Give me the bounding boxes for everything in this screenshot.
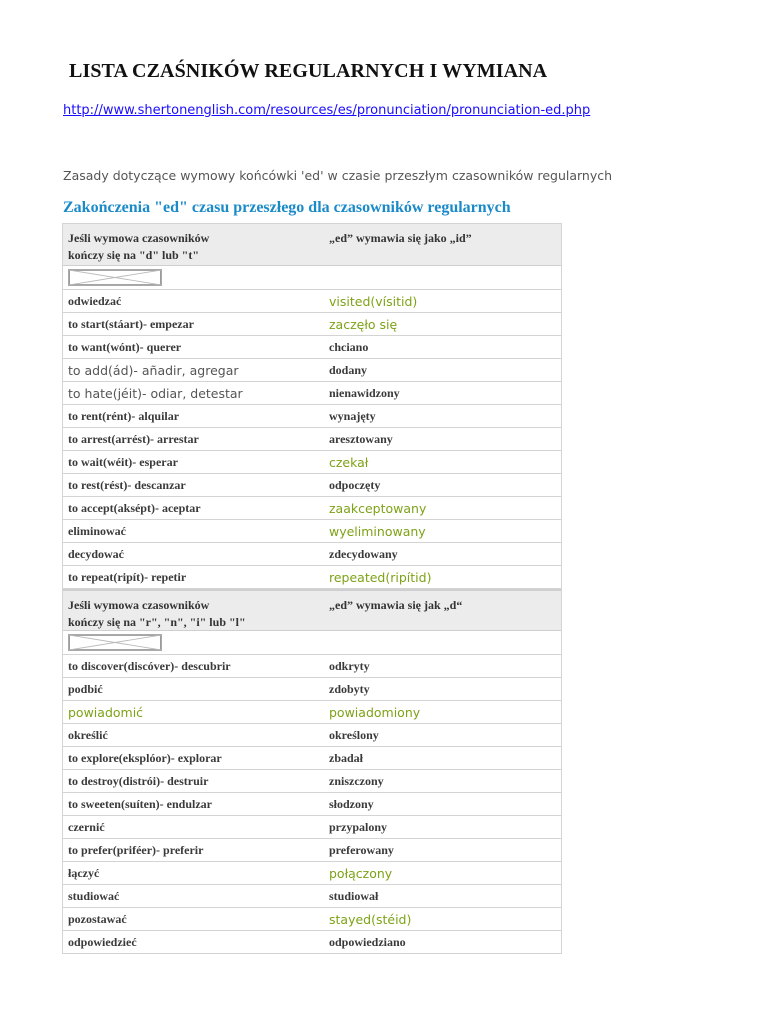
table-row — [63, 931, 561, 954]
verb-cell: czernić — [68, 819, 105, 834]
header-left-cell — [63, 224, 323, 264]
past-form-cell: stayed(stéid) — [329, 911, 412, 927]
verb-cell: odwiedzać — [68, 293, 122, 308]
verb-cell: to rent(rént)- alquilar — [68, 408, 180, 423]
verb-cell: to destroy(distrói)- destruir — [68, 773, 209, 788]
section2-rows — [63, 655, 561, 954]
verb-cell: to sweeten(suíten)- endulzar — [68, 796, 212, 811]
header-left-line1: Jeśli wymowa czasowników — [68, 231, 210, 245]
past-form-cell: czekał — [329, 454, 369, 470]
verb-cell: podbić — [68, 681, 103, 696]
table-row — [63, 816, 561, 839]
past-form-cell: zniszczony — [329, 773, 384, 788]
past-form-cell: słodzony — [329, 796, 374, 811]
past-form-cell: chciano — [329, 339, 369, 354]
image-row — [63, 266, 561, 290]
table-row — [63, 451, 561, 474]
verb-cell: to rest(rést)- descanzar — [68, 477, 186, 492]
image-row — [63, 631, 561, 655]
pronunciation-table — [62, 223, 562, 954]
table-row — [63, 313, 561, 336]
header-right-cell: „ed” wymawia się jak „d“ — [329, 598, 463, 612]
table-row — [63, 543, 561, 566]
past-form-cell: wynajęty — [329, 408, 376, 423]
past-form-cell: nienawidzony — [329, 385, 400, 400]
table-row — [63, 747, 561, 770]
header-right-cell: „ed” wymawia się jako „id” — [329, 231, 472, 245]
past-form-cell: zdobyty — [329, 681, 370, 696]
table-row — [63, 885, 561, 908]
past-form-cell: wyeliminowany — [329, 523, 426, 539]
past-form-cell: odkryty — [329, 658, 370, 673]
past-form-cell: dodany — [329, 362, 368, 377]
table-row — [63, 701, 561, 724]
table-header-d-t — [63, 224, 561, 266]
verb-cell: łączyć — [68, 865, 100, 880]
past-form-cell: odpoczęty — [329, 477, 381, 492]
verb-cell: to repeat(ripít)- repetir — [68, 569, 187, 584]
header-left-line2: kończy się na "d" lub "t" — [68, 248, 200, 262]
table-row — [63, 724, 561, 747]
verb-cell: to arrest(arrést)- arrestar — [68, 431, 199, 446]
verb-cell: odpowiedzieć — [68, 934, 137, 949]
table-row — [63, 497, 561, 520]
verb-cell: to accept(aksépt)- aceptar — [68, 500, 201, 515]
table-row — [63, 862, 561, 885]
table-row — [63, 382, 561, 405]
verb-cell: to hate(jéit)- odiar, detestar — [68, 385, 243, 401]
verb-cell: studiować — [68, 888, 120, 903]
verb-cell: to want(wónt)- querer — [68, 339, 182, 354]
section-heading: Zakończenia "ed" czasu przeszłego dla czasowników regularnych — [63, 199, 511, 216]
table-row — [63, 290, 561, 313]
table-row — [63, 520, 561, 543]
section1-rows — [63, 290, 561, 589]
past-form-cell: zaakceptowany — [329, 500, 427, 516]
verb-cell: to wait(wéit)- esperar — [68, 454, 178, 469]
verb-cell: to prefer(priféer)- preferir — [68, 842, 204, 857]
source-link[interactable]: http://www.shertonenglish.com/resources/es/pronunciation/pronunciation-ed.php — [63, 103, 591, 118]
table-row — [63, 770, 561, 793]
table-row — [63, 655, 561, 678]
verb-cell: to discover(discóver)- descubrir — [68, 658, 231, 673]
past-form-cell: repeated(ripítid) — [329, 569, 432, 585]
past-form-cell: aresztowany — [329, 431, 393, 446]
past-form-cell: zaczęło się — [329, 316, 398, 332]
past-form-cell: preferowany — [329, 842, 394, 857]
table-row — [63, 428, 561, 451]
verb-cell: powiadomić — [68, 704, 144, 720]
table-row — [63, 839, 561, 862]
verb-cell: decydować — [68, 546, 124, 561]
table-row — [63, 908, 561, 931]
header-left-line1: Jeśli wymowa czasowników — [68, 598, 210, 612]
table-row — [63, 359, 561, 382]
past-form-cell: zdecydowany — [329, 546, 398, 561]
broken-image-icon — [68, 269, 162, 286]
intro-text: Zasady dotyczące wymowy końcówki 'ed' w czasie przeszłym czasowników regularnych — [63, 168, 613, 183]
past-form-cell: visited(vísitid) — [329, 293, 418, 309]
past-form-cell: powiadomiony — [329, 704, 421, 720]
page-title: LISTA CZAŚNIKÓW REGULARNYCH I WYMIANA — [69, 60, 548, 82]
past-form-cell: odpowiedziano — [329, 934, 406, 949]
past-form-cell: określony — [329, 727, 379, 742]
past-form-cell: połączony — [329, 865, 393, 881]
table-row — [63, 336, 561, 359]
past-form-cell: przypalony — [329, 819, 388, 834]
verb-cell: to add(ád)- añadir, agregar — [68, 362, 239, 378]
table-row — [63, 678, 561, 701]
verb-cell: to start(stáart)- empezar — [68, 316, 194, 331]
past-form-cell: studiował — [329, 888, 379, 903]
table-row — [63, 474, 561, 497]
table-row — [63, 566, 561, 589]
header-left-cell — [63, 591, 323, 631]
verb-cell: pozostawać — [68, 911, 127, 926]
header-left-line2: kończy się na "r", "n", "i" lub "l" — [68, 615, 246, 629]
verb-cell: to explore(eksplóor)- explorar — [68, 750, 222, 765]
past-form-cell: zbadał — [329, 750, 364, 765]
verb-cell: eliminować — [68, 523, 126, 538]
broken-image-icon — [68, 634, 162, 651]
table-row — [63, 405, 561, 428]
table-row — [63, 793, 561, 816]
verb-cell: określić — [68, 727, 108, 742]
table-header-r-n-i-l — [63, 589, 561, 631]
